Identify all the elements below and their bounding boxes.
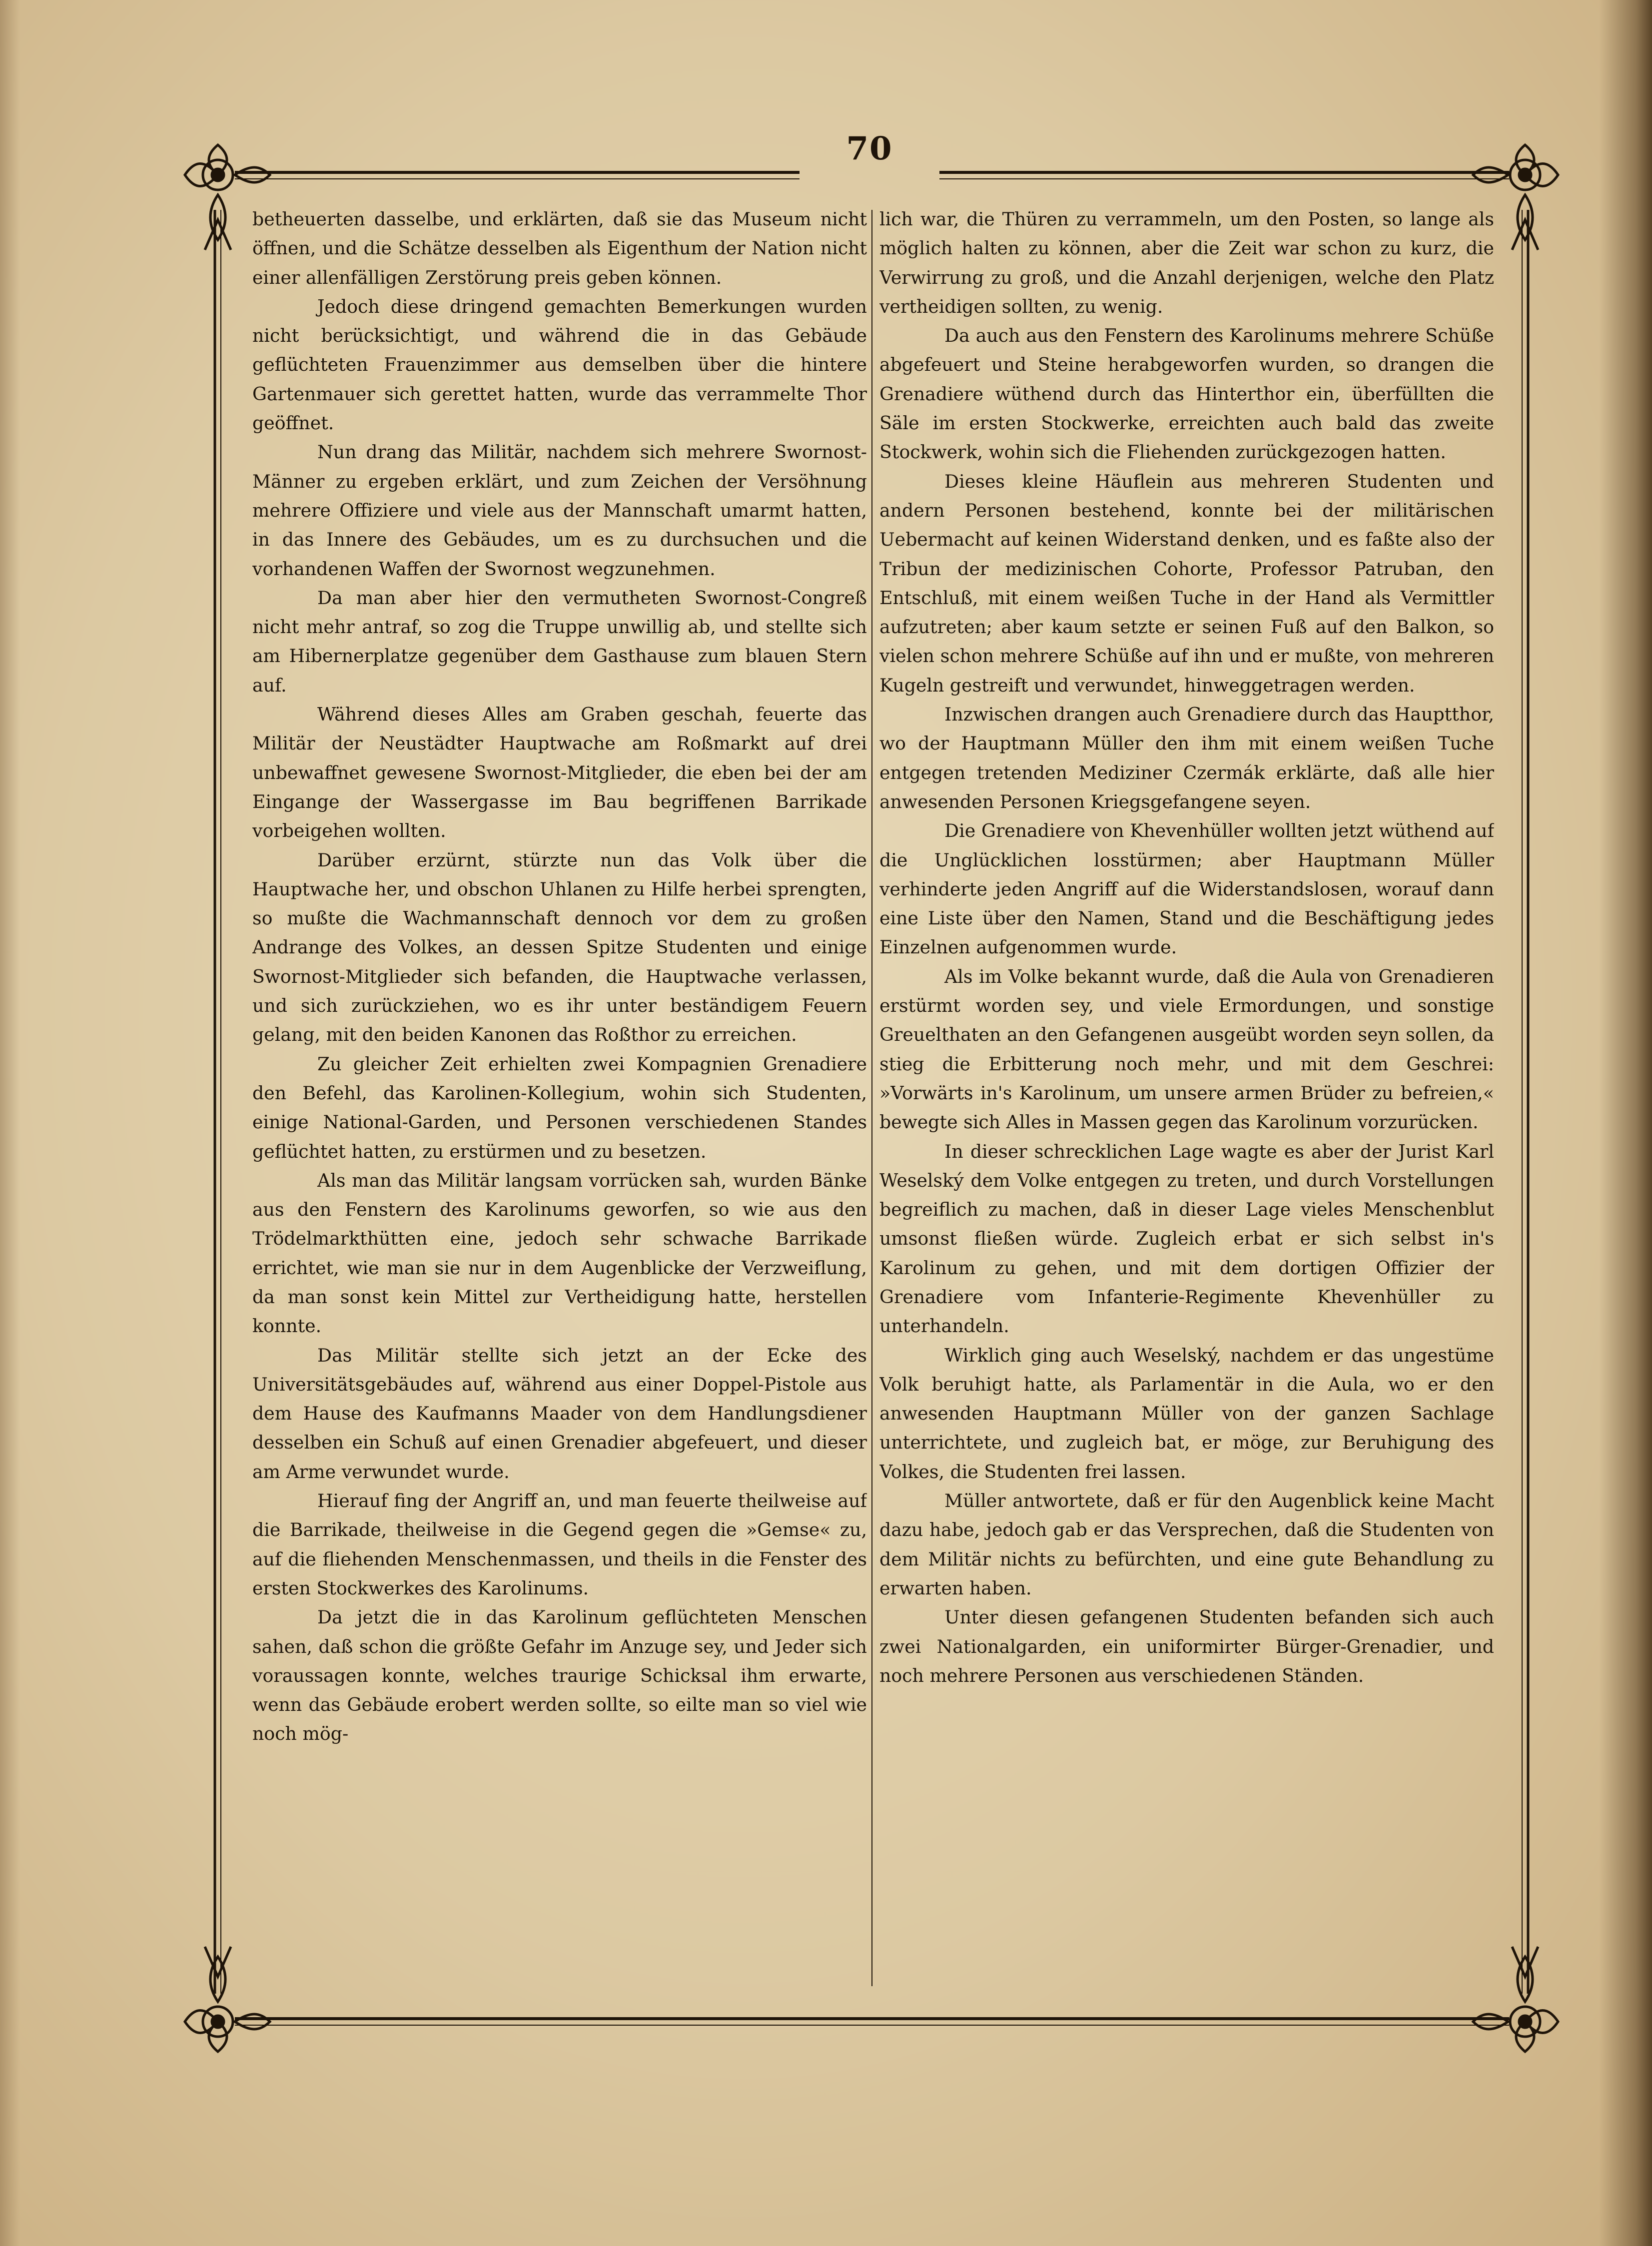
paragraph: Müller antwortete, daß er für den Augenblick keine Macht dazu habe, jedoch gab er das Versprechen, daß die Studenten von dem Militär nichts zu befürchten, und eine gute Behandlung zu erwarten haben. [879,1490,1494,1599]
paragraph: lich war, die Thüren zu verrammeln, um den Posten, so lange als möglich halten zu können, aber die Zeit war schon zu kurz, die Verwirrung zu groß, und die Anzahl derjenigen, welche den Platz vertheidigen sollten, zu wenig. [879,208,1494,317]
paragraph: Zu gleicher Zeit erhielten zwei Kompagnien Grenadiere den Befehl, das Karolinen-Kollegium, wohin sich Studenten, einige National-Garden, und Personen verschiedenen Standes geflüchtet hatten, zu erstürmen und zu besetzen. [252,1053,867,1162]
left-text-column [252,205,867,1984]
paragraph: Jedoch diese dringend gemachten Bemerkungen wurden nicht berücksichtigt, und während die in das Gebäude geflüchteten Frauenzimmer aus demselben über die hintere Gartenmauer sich gerettet hatten, wurde das verrammelte Thor geöffnet. [252,295,867,434]
paragraph: betheuerten dasselbe, und erklärten, daß sie das Museum nicht öffnen, und die Schätze desselben als Eigenthum der Nation nicht einer allenfälligen Zerstörung preis geben können. [252,208,867,288]
paragraph: Das Militär stellte sich jetzt an der Ecke des Universitätsgebäudes auf, während aus einer Doppel-Pistole aus dem Hause des Kaufmanns Maader von dem Handlungsdiener desselben ein Schuß auf einen Grenadier abgefeuert, und dieser am Arme verwundet wurde. [252,1344,867,1483]
paragraph: Darüber erzürnt, stürzte nun das Volk über die Hauptwache her, und obschon Uhlanen zu Hilfe herbei sprengten, so mußte die Wachmannschaft dennoch vor dem zu großen Andrange des Volkes, an dessen Spitze Studenten und einige Swornost-Mitglieder sich befanden, die Hauptwache verlassen, und sich zurückziehen, wo es ihr unter beständigem Feuern gelang, mit den beiden Kanonen das Roßthor zu erreichen. [252,849,867,1046]
paragraph: Als im Volke bekannt wurde, daß die Aula von Grenadieren erstürmt worden sey, und viele Ermordungen, und sonstige Greuelthaten an den Gefangenen ausgeübt worden seyn sollen, da stieg die Erbitterung noch mehr, und mit dem Geschrei: »Vorwärts in's Karolinum, um unsere armen Brüder zu befreien,« bewegte sich Alles in Massen gegen das Karolinum vorzurücken. [879,965,1494,1133]
paragraph: Da man aber hier den vermutheten Swornost-Congreß nicht mehr antraf, so zog die Truppe unwillig ab, und stellte sich am Hibernerplatze gegenüber dem Gasthause zum blauen Stern auf. [252,587,867,696]
page-number: 70 [846,130,893,167]
paragraph: Dieses kleine Häuflein aus mehreren Studenten und andern Personen bestehend, konnte bei der militärischen Uebermacht auf keinen Widerstand denken, und es faßte also der Tribun der medizinischen Cohorte, Professor Patruban, den Entschluß, mit einem weißen Tuche in der Hand als Vermittler aufzutreten; aber kaum setzte er seinen Fuß auf den Balkon, so vielen schon mehrere Schüße auf ihn und er mußte, von mehreren Kugeln gestreift und verwundet, hinweggetragen werden. [879,470,1494,696]
paragraph: Hierauf fing der Angriff an, und man feuerte theilweise auf die Barrikade, theilweise in die Gegend gegen die »Gemse« zu, auf die fliehenden Menschenmassen, und theils in die Fenster des ersten Stockwerkes des Karolinums. [252,1490,867,1599]
right-text-column [879,205,1494,1984]
paragraph: Während dieses Alles am Graben geschah, feuerte das Militär der Neustädter Hauptwache am Roßmarkt auf drei unbewaffnet gewesene Swornost-Mitglieder, die eben bei der am Eingange der Wassergasse im Bau begriffenen Barrikade vorbeigehen wollten. [252,704,867,842]
paragraph: Als man das Militär langsam vorrücken sah, wurden Bänke aus den Fenstern des Karolinums geworfen, so wie aus den Trödelmarkthütten eine, jedoch sehr schwache Barrikade errichtet, wie man sie nur in dem Augenblicke der Verzweiflung, da man sonst kein Mittel zur Vertheidigung hatte, herstellen konnte. [252,1169,867,1337]
paragraph: Die Grenadiere von Khevenhüller wollten jetzt wüthend auf die Unglücklichen losstürmen; aber Hauptmann Müller verhinderte jeden Angriff auf die Widerstandslosen, worauf dann eine Liste über den Namen, Stand und die Beschäftigung jedes Einzelnen aufgenommen wurde. [879,820,1494,958]
paragraph: Da auch aus den Fenstern des Karolinums mehrere Schüße abgefeuert und Steine herabgeworfen wurden, so drangen die Grenadiere wüthend durch das Hinterthor ein, überfüllten die Säle im ersten Stockwerke, erreichten auch bald das zweite Stockwerk, wohin sich die Fliehenden zurückgezogen hatten. [879,325,1494,463]
paragraph: In dieser schrecklichen Lage wagte es aber der Jurist Karl Weselský dem Volke entgegen zu treten, und durch Vorstellungen begreiflich zu machen, daß in dieser Lage vieles Menschenblut umsonst fließen würde. Zugleich erbat er sich selbst in's Karolinum zu gehen, und mit dem dortigen Offizier der Grenadiere vom Infanterie-Regimente Khevenhüller zu unterhandeln. [879,1140,1494,1337]
paragraph: Wirklich ging auch Weselský, nachdem er das ungestüme Volk beruhigt hatte, als Parlamentär in die Aula, wo er den anwesenden Hauptmann Müller von der ganzen Sachlage unterrichtete, und zugleich bat, er möge, zur Beruhigung des Volkes, die Studenten frei lassen. [879,1344,1494,1483]
paragraph: Unter diesen gefangenen Studenten befanden sich auch zwei Nationalgarden, ein uniformirter Bürger-Grenadier, und noch mehrere Personen aus verschiedenen Ständen. [879,1606,1494,1686]
paragraph: Inzwischen drangen auch Grenadiere durch das Hauptthor, wo der Hauptmann Müller den ihm mit einem weißen Tuche entgegen tretenden Mediziner Czermák erklärte, daß alle hier anwesenden Personen Kriegsgefangene seyen. [879,704,1494,812]
paragraph: Nun drang das Militär, nachdem sich mehrere Swornost-Männer zu ergeben erklärt, und zum Zeichen der Versöhnung mehrere Offiziere und viele aus der Mannschaft umarmt hatten, in das Innere des Gebäudes, um es zu durchsuchen und die vorhandenen Waffen der Swornost wegzunehmen. [252,441,867,580]
paragraph: Da jetzt die in das Karolinum geflüchteten Menschen sahen, daß schon die größte Gefahr im Anzuge sey, und Jeder sich voraussagen konnte, welches traurige Schicksal ihm erwarte, wenn das Gebäude erobert werden sollte, so eilte man so viel wie noch mög- [252,1606,867,1745]
